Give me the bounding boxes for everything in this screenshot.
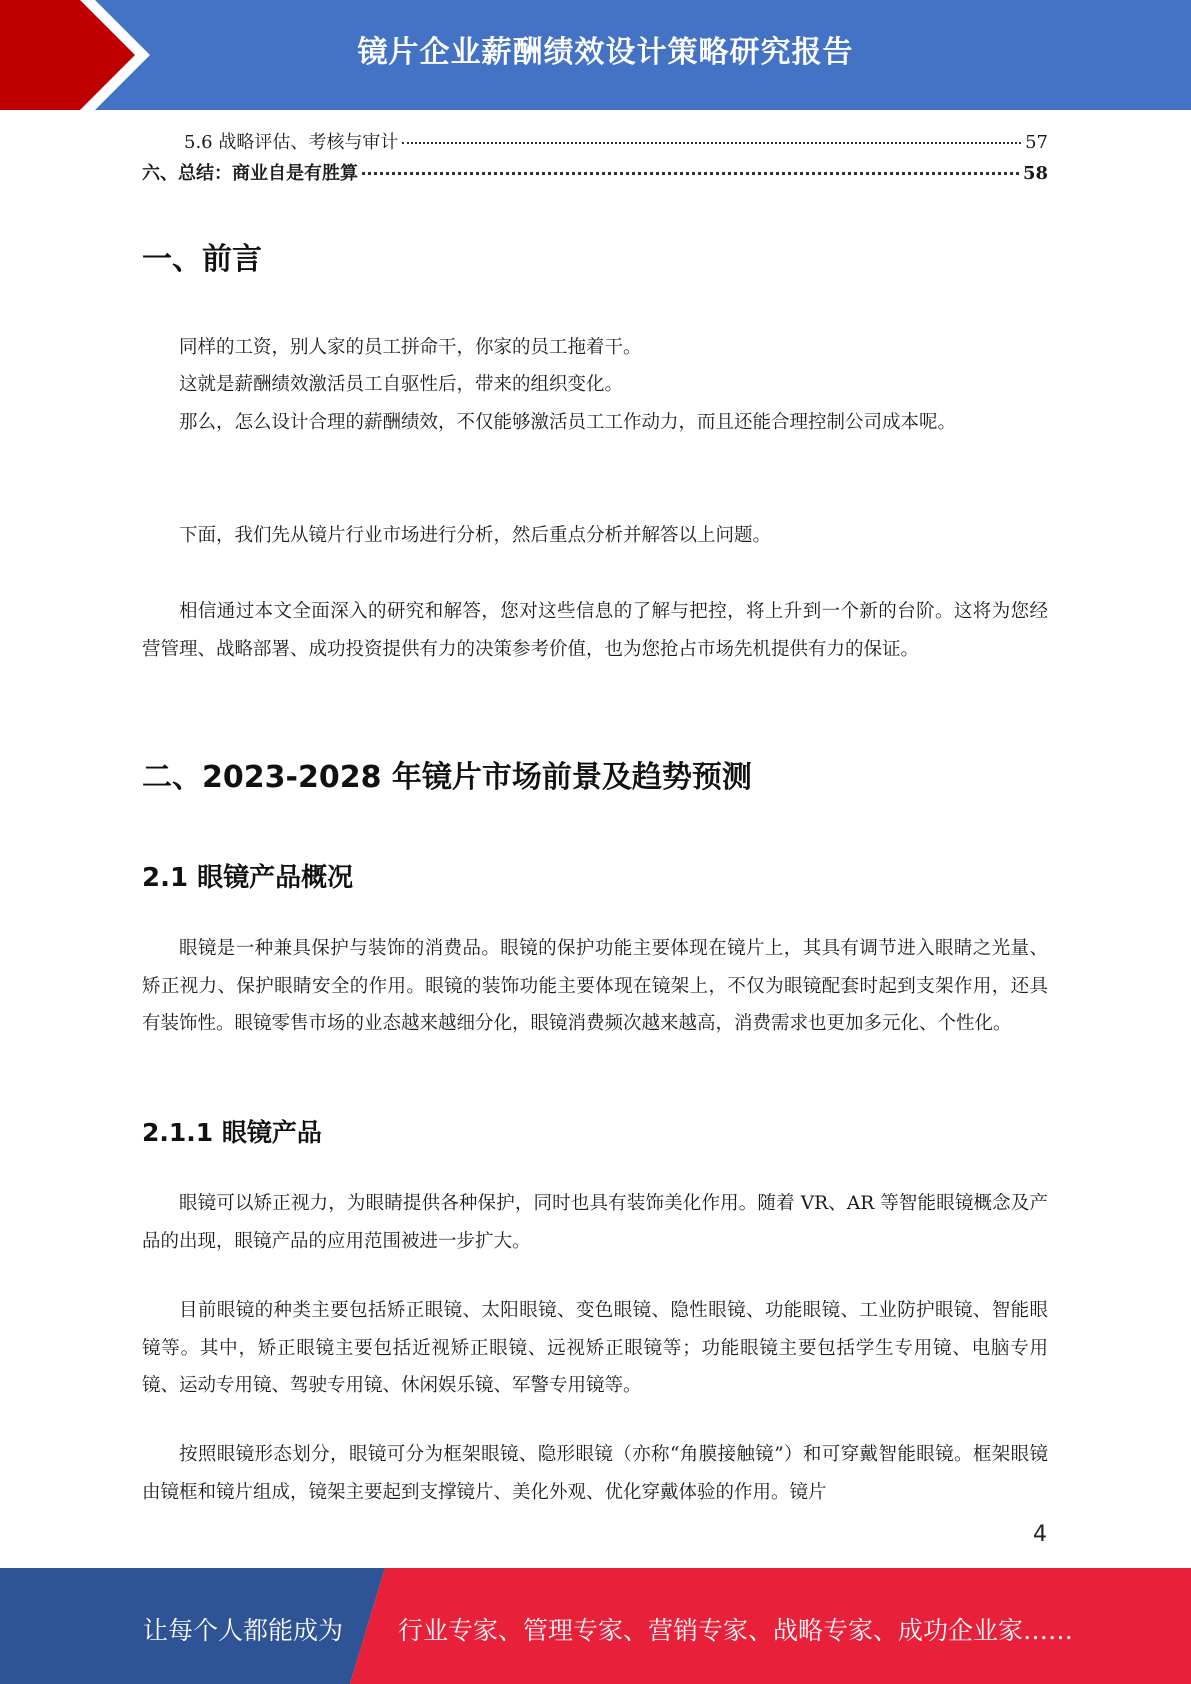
page-footer	[0, 1568, 1191, 1684]
paragraph: 下面，我们先从镜片行业市场进行分析，然后重点分析并解答以上问题。	[179, 525, 772, 546]
page-number: 4	[1033, 1522, 1047, 1547]
footer-slogan-left: 让每个人都能成为	[143, 1616, 344, 1645]
paragraph: 相信通过本文全面深入的研究和解答，您对这些信息的了解与把控，将上升到一个新的台阶。这将为您经营管理、战略部署、成功投资提供有力的决策参考价值，也为您抢占市场先机提供有力的保证。	[142, 601, 1048, 660]
section-heading: 二、2023-2028 年镜片市场前景及趋势预测	[142, 760, 752, 795]
paragraph: 按照眼镜形态划分，眼镜可分为框架眼镜、隐形眼镜（亦称“角膜接触镜”）和可穿戴智能眼镜。框架眼镜由镜框和镜片组成，镜架主要起到支撑镜片、美化外观、优化穿戴体验的作用。镜片	[142, 1444, 1048, 1503]
footer-slogan-right: 行业专家、管理专家、营销专家、战略专家、成功企业家……	[398, 1616, 1074, 1645]
toc-item-label: 六、总结：商业自是有胜算	[142, 163, 358, 184]
paragraph: 同样的工资，别人家的员工拼命干，你家的员工拖着干。	[179, 337, 642, 358]
paragraph: 目前眼镜的种类主要包括矫正眼镜、太阳眼镜、变色眼镜、隐性眼镜、功能眼镜、工业防护眼镜、智能眼镜等。其中，矫正眼镜主要包括近视矫正眼镜、远视矫正眼镜等；功能眼镜主要包括学生专用镜、电脑专用镜、运动专用镜、驾驶专用镜、休闲娱乐镜、军警专用镜等。	[142, 1300, 1048, 1396]
subsection-heading: 2.1 眼镜产品概况	[142, 863, 354, 893]
toc-item-page: 58	[1022, 163, 1048, 184]
subsubsection-heading: 2.1.1 眼镜产品	[142, 1118, 322, 1147]
section-heading: 一、前言	[142, 242, 262, 277]
document-body	[142, 0, 1048, 1520]
paragraph: 眼镜可以矫正视力，为眼睛提供各种保护，同时也具有装饰美化作用。随着 VR、AR 等智能眼镜概念及产品的出现，眼镜产品的应用范围被进一步扩大。	[142, 1193, 1048, 1252]
paragraph: 眼镜是一种兼具保护与装饰的消费品。眼镜的保护功能主要体现在镜片上，其具有调节进入眼睛之光量、矫正视力、保护眼睛安全的作用。眼镜的装饰功能主要体现在镜架上，不仅为眼镜配套时起到支架作用，还具有装饰性。眼镜零售市场的业态越来越细分化，眼镜消费频次越来越高，消费需求也更加多元化、个性化。	[142, 938, 1048, 1034]
toc-item-label: 5.6 战略评估、考核与审计	[184, 132, 399, 153]
header-title: 镜片企业薪酬绩效设计策略研究报告	[357, 35, 854, 70]
paragraph: 那么，怎么设计合理的薪酬绩效，不仅能够激活员工工作动力，而且还能合理控制公司成本呢。	[179, 412, 957, 433]
toc-item-page: 57	[1025, 132, 1048, 153]
paragraph: 这就是薪酬绩效激活员工自驱性后，带来的组织变化。	[179, 374, 624, 395]
